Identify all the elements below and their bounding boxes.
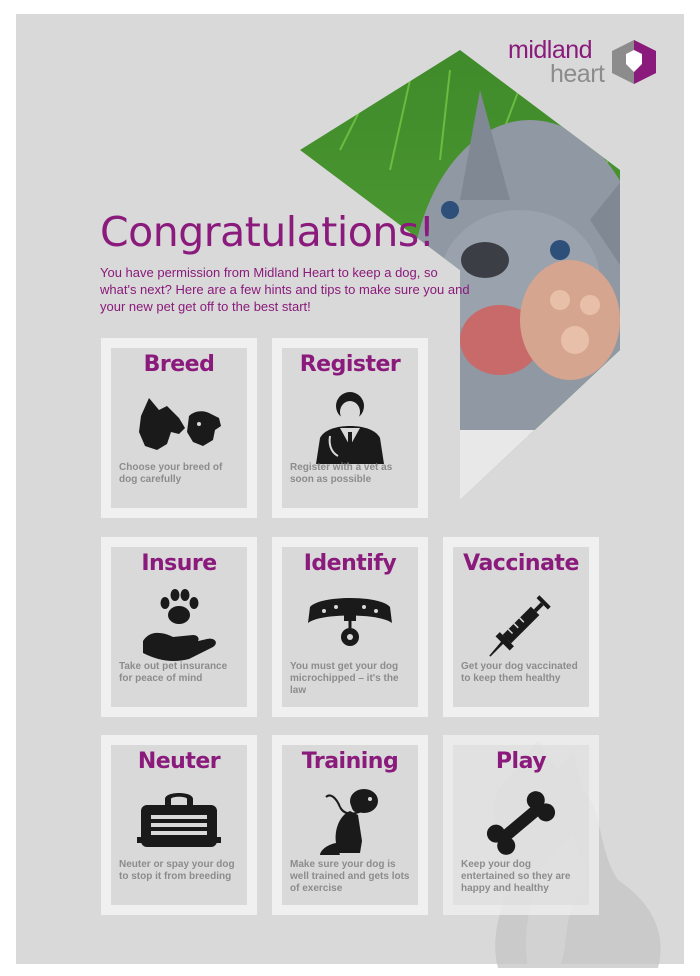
- card-vaccinate: [443, 537, 599, 717]
- card-title: Insure: [141, 551, 217, 576]
- card-insure: [101, 537, 257, 717]
- card-title: Play: [495, 749, 547, 774]
- card-description: Take out pet insurance for peace of mind: [119, 661, 228, 684]
- card-inner: [111, 348, 247, 508]
- card-title: Register: [299, 352, 401, 377]
- card-description: You must get your dog microchipped – it's the law: [290, 661, 399, 696]
- collar-icon: [300, 587, 400, 663]
- bone-icon: [471, 785, 571, 861]
- card-training: [272, 735, 428, 915]
- pet-carrier-icon: [129, 785, 229, 861]
- headline: Congratulations!: [100, 208, 435, 256]
- card-register: [272, 338, 428, 518]
- syringe-icon: [471, 587, 571, 663]
- card-title: Breed: [143, 352, 215, 377]
- card-description: Get your dog vaccinated to keep them healthy: [461, 661, 578, 684]
- card-inner: [282, 348, 418, 508]
- card-inner: [453, 745, 589, 905]
- intro-text: You have permission from Midland Heart to keep a dog, so what's next? Here are a few hints and tips to make sure you and your new pet get off to the best start!: [100, 265, 470, 314]
- vet-icon: [300, 388, 400, 464]
- card-title: Neuter: [137, 749, 221, 774]
- card-inner: [453, 547, 589, 707]
- card-description: Keep your dog entertained so they are happy and healthy: [461, 859, 571, 894]
- card-title: Vaccinate: [463, 551, 579, 576]
- card-description: Choose your breed of dog carefully: [119, 462, 223, 485]
- sitting-dog-icon: [300, 785, 400, 861]
- card-description: Neuter or spay your dog to stop it from breeding: [119, 859, 235, 882]
- card-inner: [111, 745, 247, 905]
- logo-word-heart: heart: [550, 60, 605, 88]
- card-title: Identify: [303, 551, 397, 576]
- card-play: [443, 735, 599, 915]
- card-identify: [272, 537, 428, 717]
- card-description: Register with a vet as soon as possible: [290, 462, 393, 485]
- card-inner: [111, 547, 247, 707]
- logo-word-midland: midland: [508, 36, 593, 64]
- dog-heads-icon: [129, 388, 229, 464]
- card-title: Training: [301, 749, 399, 774]
- card-inner: [282, 547, 418, 707]
- card-neuter: [101, 735, 257, 915]
- card-inner: [282, 745, 418, 905]
- card-description: Make sure your dog is well trained and gets lots of exercise: [290, 859, 410, 894]
- card-breed: [101, 338, 257, 518]
- paw-hand-icon: [129, 587, 229, 663]
